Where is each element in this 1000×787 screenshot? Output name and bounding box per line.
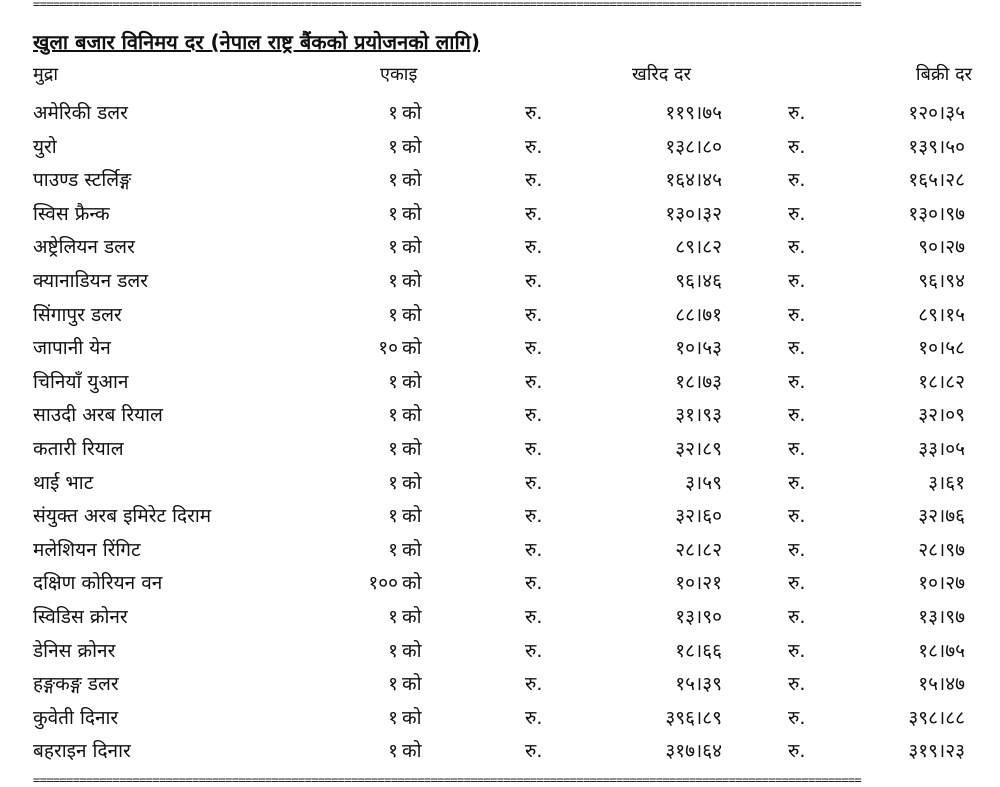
buying-rate: १०।२१ (675, 572, 722, 595)
buy-currency-symbol: रु. (525, 135, 543, 158)
table-row (0, 265, 1000, 299)
selling-rate: १२०।३५ (908, 102, 965, 124)
sell-currency-symbol: रु. (788, 202, 806, 225)
sell-currency-symbol: रु. (788, 639, 806, 662)
header-unit: एकाइ (380, 64, 418, 85)
sell-currency-symbol: रु. (788, 538, 806, 561)
buy-currency-symbol: रु. (525, 605, 543, 628)
top-separator: ============================================================================================================================= (33, 0, 862, 11)
unit-suffix: को (402, 236, 422, 259)
unit-value: १ (388, 102, 398, 124)
buy-currency-symbol: रु. (525, 673, 543, 696)
buy-currency-symbol: रु. (525, 202, 543, 225)
header-selling-rate: बिक्री दर (915, 64, 972, 85)
table-row (0, 164, 1000, 198)
currency-name: कतारी रियाल (33, 437, 124, 460)
unit-suffix: को (402, 605, 422, 628)
buying-rate: ३९६।८९ (665, 706, 722, 729)
currency-name: दक्षिण कोरियन वन (33, 572, 163, 595)
currency-name: पाउण्ड स्टर्लिङ्ग (33, 169, 132, 192)
selling-rate: १३।९७ (918, 605, 965, 628)
table-row (0, 299, 1000, 333)
selling-rate: ८९।१५ (918, 303, 965, 326)
currency-name: जापानी येन (33, 337, 111, 360)
sell-currency-symbol: रु. (788, 505, 806, 528)
sell-currency-symbol: रु. (788, 572, 806, 595)
sell-currency-symbol: रु. (788, 269, 806, 292)
selling-rate: १३९।५० (908, 135, 965, 158)
sell-currency-symbol: रु. (788, 236, 806, 259)
buying-rate: ३।५९ (685, 471, 722, 494)
table-row (0, 399, 1000, 433)
unit-suffix: को (402, 169, 422, 192)
selling-rate: १३०।९७ (908, 202, 965, 225)
buy-currency-symbol: रु. (525, 572, 543, 595)
table-row (0, 433, 1000, 467)
buying-rate: ९६।४६ (675, 269, 722, 292)
unit-value: १०० (368, 572, 398, 595)
sell-currency-symbol: रु. (788, 370, 806, 393)
table-row (0, 567, 1000, 601)
unit-value: १ (388, 202, 398, 225)
buy-currency-symbol: रु. (525, 102, 543, 124)
table-row (0, 668, 1000, 702)
table-row (0, 467, 1000, 501)
sell-currency-symbol: रु. (788, 740, 806, 763)
buying-rate: १५।३९ (675, 673, 722, 696)
selling-rate: ३९८।८८ (908, 706, 965, 729)
unit-value: १ (388, 370, 398, 393)
buying-rate: ३२।८९ (675, 437, 722, 460)
unit-suffix: को (402, 370, 422, 393)
currency-name: स्विडिस क्रोनर (33, 605, 128, 628)
buying-rate: १८।६६ (675, 639, 722, 662)
table-row (0, 97, 1000, 131)
buying-rate: ३२।६० (675, 505, 722, 528)
currency-name: चिनियाँ युआन (33, 370, 129, 393)
currency-name: मलेशियन रिंगिट (33, 538, 141, 561)
buying-rate: २८।८२ (675, 538, 722, 561)
buy-currency-symbol: रु. (525, 437, 543, 460)
selling-rate: ३२।७६ (918, 505, 965, 528)
selling-rate: १०।२७ (918, 572, 965, 595)
currency-name: सिंगापुर डलर (33, 303, 122, 326)
unit-value: १ (388, 706, 398, 729)
unit-suffix: को (402, 102, 422, 124)
buying-rate: १०।५३ (675, 337, 722, 360)
rates-table (0, 97, 1000, 769)
buy-currency-symbol: रु. (525, 505, 543, 528)
table-row (0, 332, 1000, 366)
selling-rate: ९०।२७ (918, 236, 965, 259)
sell-currency-symbol: रु. (788, 303, 806, 326)
unit-value: १ (388, 437, 398, 460)
unit-suffix: को (402, 572, 422, 595)
unit-value: १ (388, 639, 398, 662)
unit-suffix: को (402, 437, 422, 460)
table-row (0, 366, 1000, 400)
unit-value: १ (388, 538, 398, 561)
table-row (0, 635, 1000, 669)
buying-rate: ११९।७५ (665, 102, 722, 124)
selling-rate: ३२।०९ (918, 404, 965, 427)
selling-rate: ३३।०५ (918, 437, 965, 460)
buying-rate: ३१।९३ (675, 404, 722, 427)
selling-rate: १५।४७ (918, 673, 965, 696)
currency-name: डेनिस क्रोनर (33, 639, 116, 662)
unit-suffix: को (402, 303, 422, 326)
page-title: खुला बजार विनिमय दर (नेपाल राष्ट्र बैंकको प्रयोजनको लागि) (33, 30, 481, 54)
unit-value: १ (388, 236, 398, 259)
unit-suffix: को (402, 673, 422, 696)
buy-currency-symbol: रु. (525, 236, 543, 259)
table-row (0, 735, 1000, 769)
buy-currency-symbol: रु. (525, 169, 543, 192)
buying-rate: १६४।४५ (665, 169, 722, 192)
currency-name: हङ्गकङ्ग डलर (33, 673, 119, 696)
selling-rate: ३१९।२३ (908, 740, 965, 763)
sell-currency-symbol: रु. (788, 673, 806, 696)
buy-currency-symbol: रु. (525, 370, 543, 393)
sell-currency-symbol: रु. (788, 169, 806, 192)
unit-suffix: को (402, 337, 422, 360)
currency-name: अष्ट्रेलियन डलर (33, 236, 135, 259)
sell-currency-symbol: रु. (788, 605, 806, 628)
header-buying-rate: खरिद दर (632, 64, 691, 85)
table-row (0, 534, 1000, 568)
buying-rate: १३।९० (675, 605, 722, 628)
currency-name: थाई भाट (33, 471, 94, 494)
selling-rate: १८।८२ (918, 370, 965, 393)
sell-currency-symbol: रु. (788, 437, 806, 460)
unit-suffix: को (402, 706, 422, 729)
unit-suffix: को (402, 538, 422, 561)
table-row (0, 500, 1000, 534)
unit-suffix: को (402, 404, 422, 427)
sell-currency-symbol: रु. (788, 337, 806, 360)
selling-rate: ९६।९४ (918, 269, 965, 292)
buying-rate: ८९।८२ (675, 236, 722, 259)
header-currency: मुद्रा (33, 64, 58, 85)
table-row (0, 198, 1000, 232)
buy-currency-symbol: रु. (525, 471, 543, 494)
unit-suffix: को (402, 639, 422, 662)
buying-rate: १३०।३२ (665, 202, 722, 225)
table-row (0, 601, 1000, 635)
unit-value: १ (388, 169, 398, 192)
table-row (0, 702, 1000, 736)
unit-suffix: को (402, 505, 422, 528)
currency-name: कुवेती दिनार (33, 706, 119, 729)
sell-currency-symbol: रु. (788, 471, 806, 494)
buy-currency-symbol: रु. (525, 269, 543, 292)
buying-rate: १८।७३ (675, 370, 722, 393)
unit-value: १ (388, 505, 398, 528)
unit-value: १ (388, 404, 398, 427)
buying-rate: ८८।७१ (675, 303, 722, 326)
unit-value: १ (388, 303, 398, 326)
currency-name: बहराइन दिनार (33, 740, 131, 763)
unit-suffix: को (402, 471, 422, 494)
buying-rate: १३८।८० (665, 135, 722, 158)
sell-currency-symbol: रु. (788, 706, 806, 729)
sell-currency-symbol: रु. (788, 404, 806, 427)
currency-name: स्विस फ्रैन्क (33, 202, 110, 225)
buy-currency-symbol: रु. (525, 639, 543, 662)
unit-suffix: को (402, 269, 422, 292)
unit-value: १ (388, 269, 398, 292)
currency-name: युरो (33, 135, 57, 158)
unit-value: १ (388, 740, 398, 763)
unit-value: १ (388, 673, 398, 696)
buy-currency-symbol: रु. (525, 337, 543, 360)
unit-suffix: को (402, 740, 422, 763)
selling-rate: ३।६१ (928, 471, 965, 494)
buy-currency-symbol: रु. (525, 538, 543, 561)
buy-currency-symbol: रु. (525, 740, 543, 763)
currency-name: साउदी अरब रियाल (33, 404, 163, 427)
table-row (0, 231, 1000, 265)
sell-currency-symbol: रु. (788, 135, 806, 158)
selling-rate: १८।७५ (918, 639, 965, 662)
table-row (0, 131, 1000, 165)
buy-currency-symbol: रु. (525, 303, 543, 326)
unit-value: १ (388, 135, 398, 158)
sell-currency-symbol: रु. (788, 102, 806, 124)
selling-rate: १६५।२८ (908, 169, 965, 192)
unit-value: १ (388, 605, 398, 628)
selling-rate: १०।५८ (918, 337, 965, 360)
bottom-separator: ============================================================================================================================= (33, 773, 862, 787)
currency-name: संयुक्त अरब इमिरेट दिराम (33, 505, 212, 528)
currency-name: क्यानाडियन डलर (33, 269, 149, 292)
unit-value: १ (388, 471, 398, 494)
buying-rate: ३१७।६४ (665, 740, 722, 763)
buy-currency-symbol: रु. (525, 706, 543, 729)
selling-rate: २८।९७ (918, 538, 965, 561)
unit-suffix: को (402, 135, 422, 158)
unit-suffix: को (402, 202, 422, 225)
buy-currency-symbol: रु. (525, 404, 543, 427)
table-header (0, 62, 1000, 88)
unit-value: १० (378, 337, 398, 360)
currency-name: अमेरिकी डलर (33, 102, 128, 124)
